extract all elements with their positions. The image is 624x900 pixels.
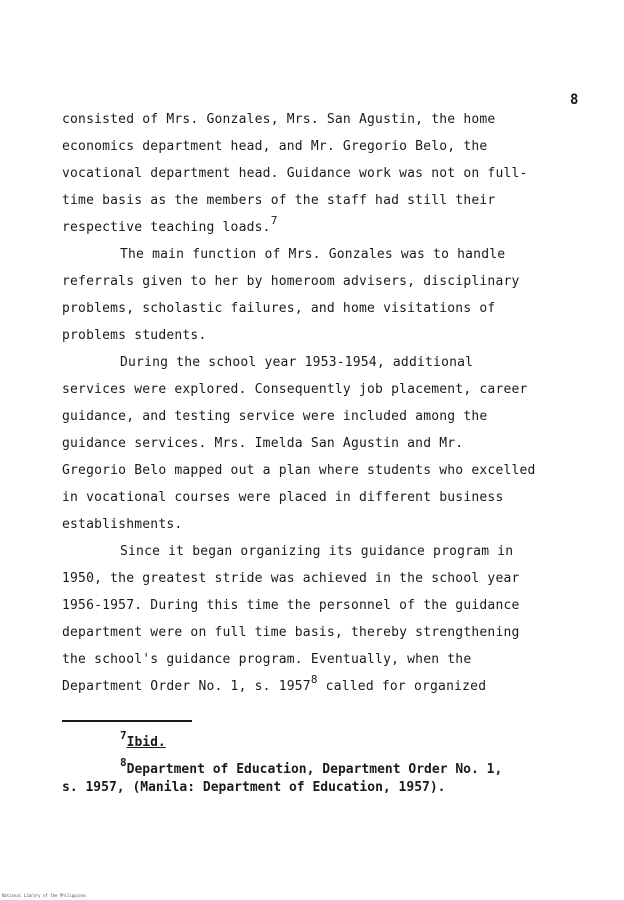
footnote-divider [62, 720, 192, 722]
footnote-ref-8: 8 [310, 673, 318, 686]
footnote-text: Department of Education, Department Order No. 1, [126, 762, 503, 777]
footnote-8-continued [62, 780, 446, 795]
text-line: problems, scholastic failures, and home visitations of [62, 301, 496, 316]
text-line: Since it began organizing its guidance program in [120, 544, 514, 559]
text-line: establishments. [62, 517, 183, 532]
text-line: in vocational courses were placed in different business [62, 490, 504, 505]
footnote-text: s. 1957, (Manila: Department of Education, 1957). [62, 780, 446, 795]
text-line: problems students. [62, 328, 207, 343]
text-line: Gregorio Belo mapped out a plan where students who excelled [62, 463, 536, 478]
footnote-8 [120, 756, 503, 777]
footnote-7 [120, 729, 166, 750]
text-line: economics department head, and Mr. Gregorio Belo, the [62, 139, 488, 154]
footnote-number: 7 [120, 729, 127, 742]
page-number: 8 [570, 92, 579, 108]
text-line: the school's guidance program. Eventually, when the [62, 652, 472, 667]
text-line: Department Order No. 1, s. 1957$^8$ called for organized [62, 673, 487, 694]
text-line: guidance, and testing service were included among the [62, 409, 488, 424]
text-line: guidance services. Mrs. Imelda San Agustin and Mr. [62, 436, 464, 451]
text-line: respective teaching loads.$^7$ [62, 214, 278, 235]
footnote-ref-7: 7 [270, 214, 278, 227]
text-line: department were on full time basis, thereby strengthening [62, 625, 520, 640]
footnote-number: 8 [120, 756, 127, 769]
text-line: The main function of Mrs. Gonzales was to handle [120, 247, 506, 262]
text-line: 1950, the greatest stride was achieved in the school year [62, 571, 520, 586]
text-line: services were explored. Consequently job placement, career [62, 382, 528, 397]
text-line: consisted of Mrs. Gonzales, Mrs. San Agustin, the home [62, 112, 496, 127]
text-line: During the school year 1953-1954, additional [120, 355, 474, 370]
text-line: 1956-1957. During this time the personnel of the guidance [62, 598, 520, 613]
footnote-text: Ibid. [126, 735, 166, 750]
text-line: time basis as the members of the staff had still their [62, 193, 496, 208]
text-line: vocational department head. Guidance work was not on full- [62, 166, 528, 181]
archive-stamp: National Library of the Philippines [2, 893, 87, 898]
text-line: referrals given to her by homeroom advisers, disciplinary [62, 274, 520, 289]
